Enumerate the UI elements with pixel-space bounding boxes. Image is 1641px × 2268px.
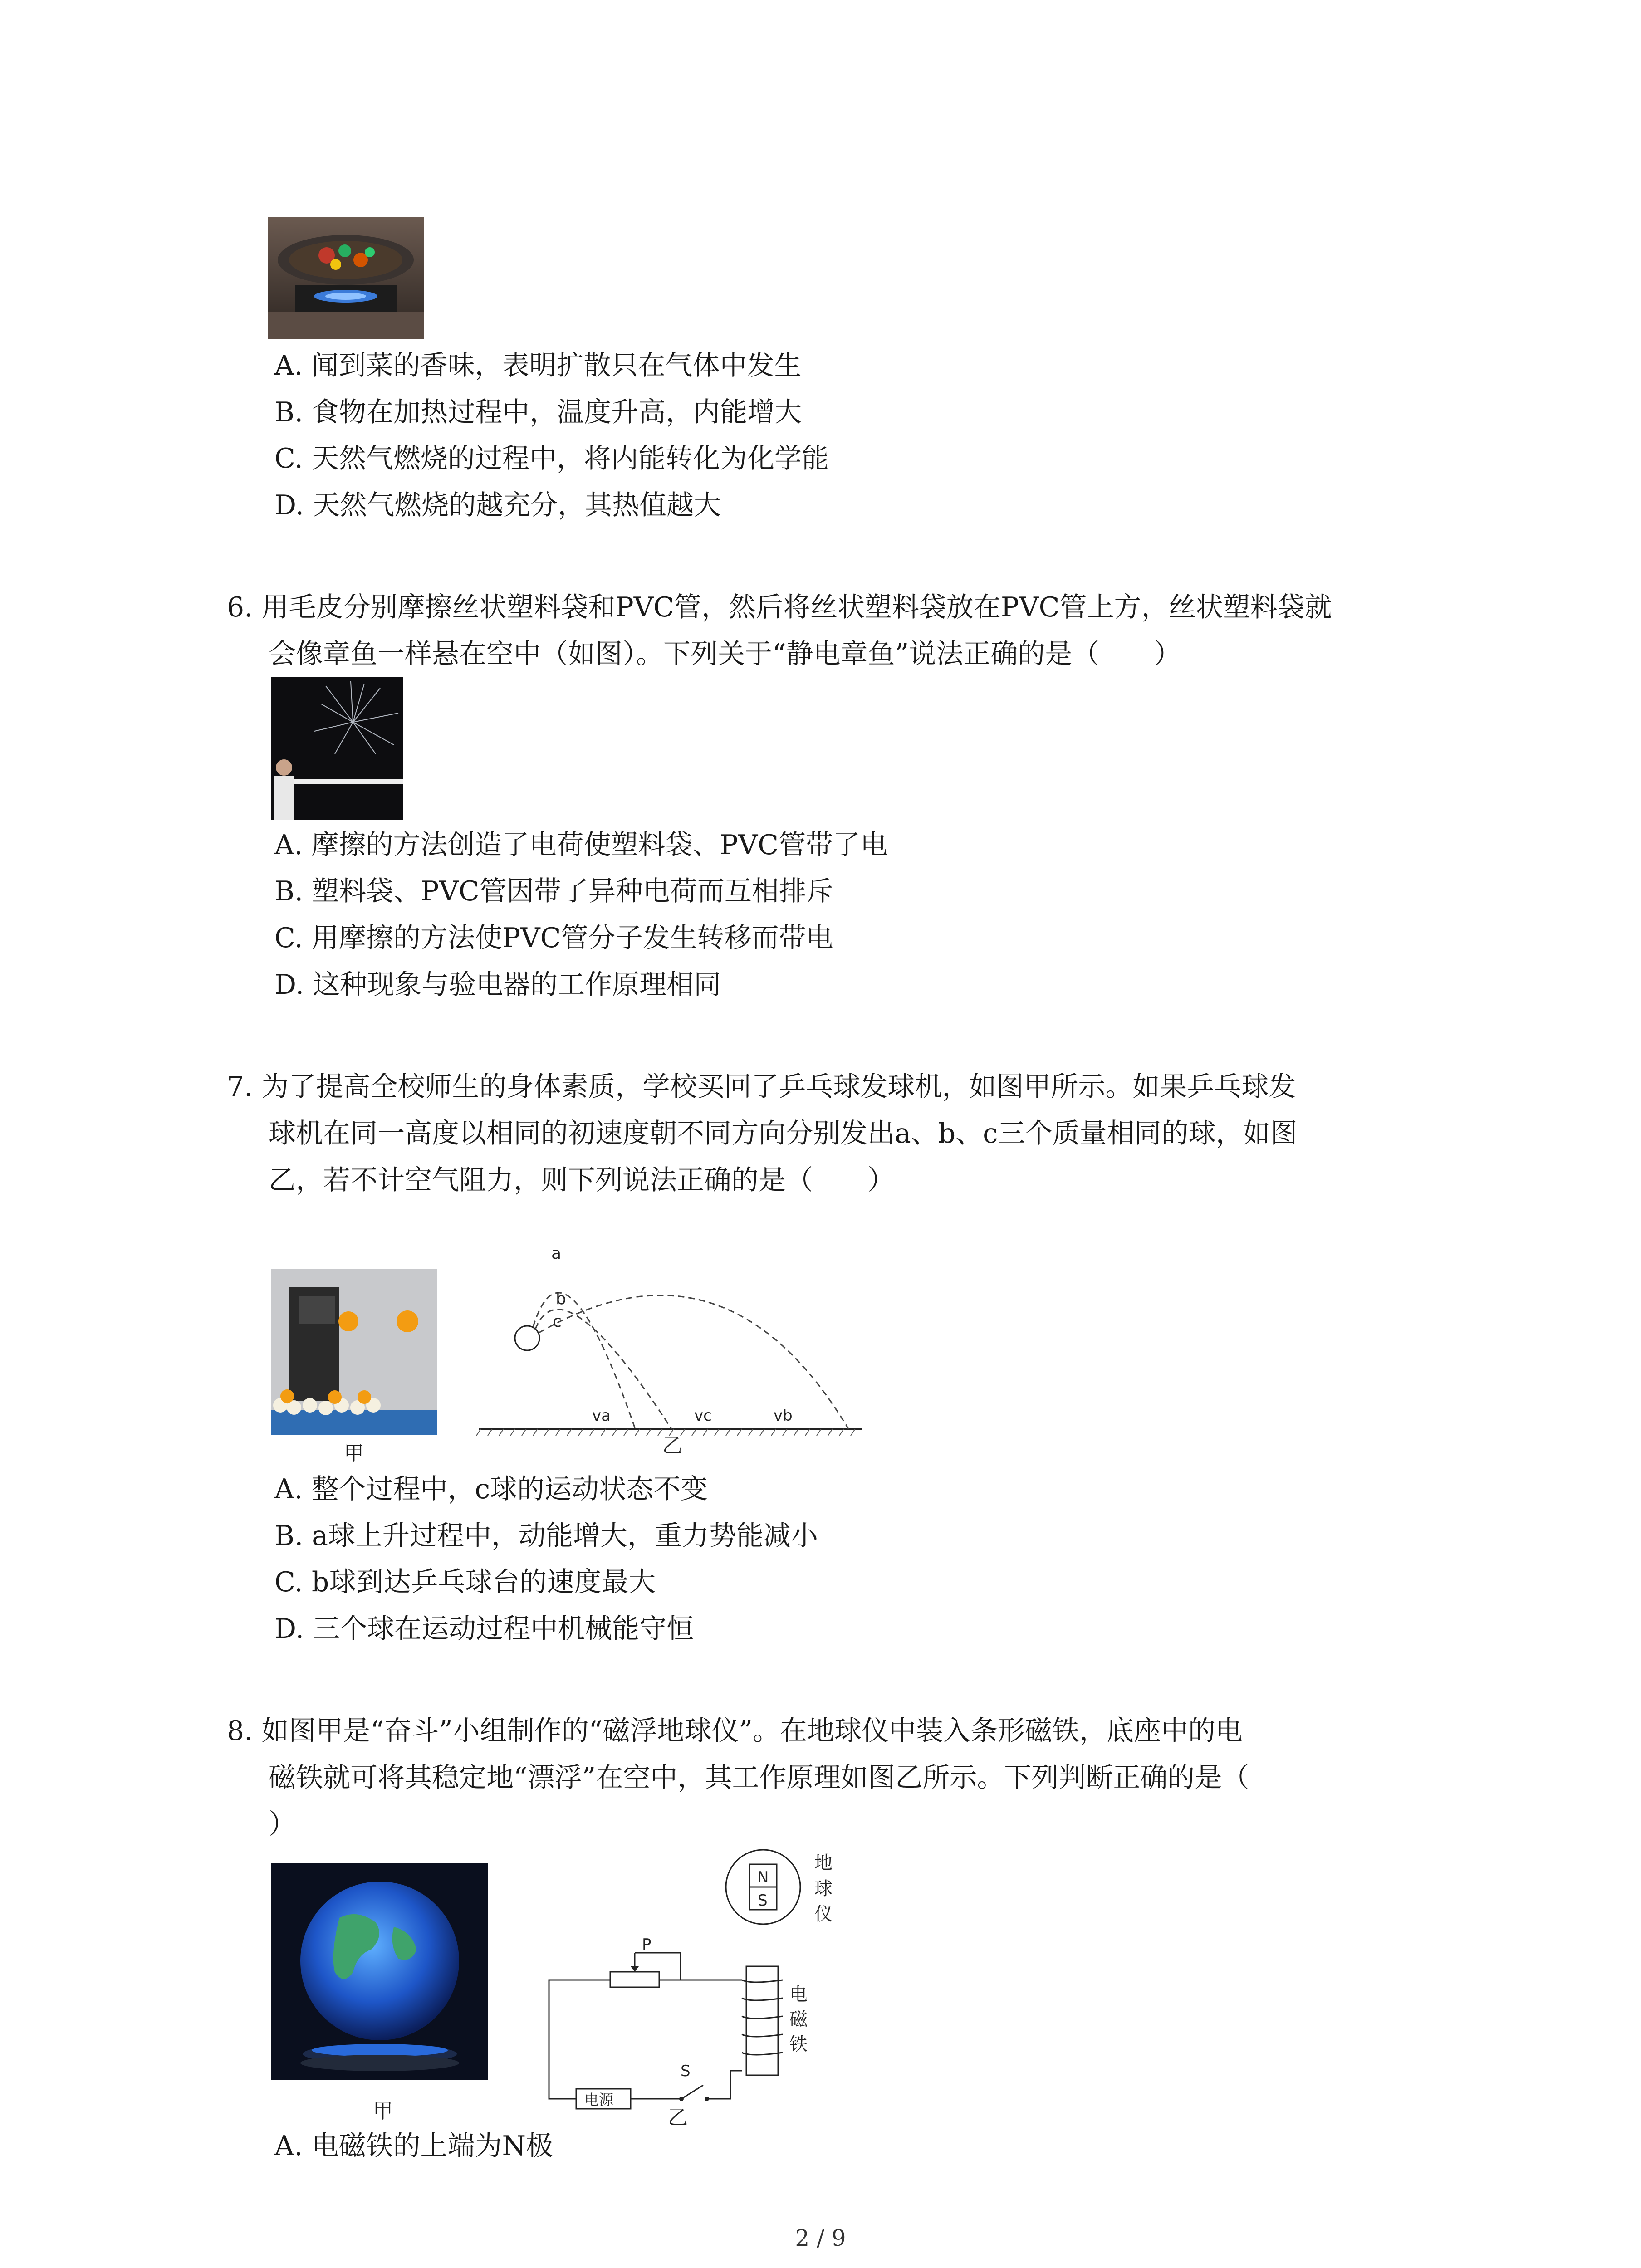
trajectory-diagram xyxy=(472,1243,867,1456)
q5-option-d: D. 天然气燃烧的越充分，其热值越大 xyxy=(274,489,721,521)
q7-stem-line2: 球机在同一高度以相同的初速度朝不同方向分别发出a、b、c三个质量相同的球，如图 xyxy=(269,1118,1298,1149)
q5-option-a: A. 闻到菜的香味，表明扩散只在气体中发生 xyxy=(274,350,802,381)
trajectory-label-a: a xyxy=(551,1244,562,1263)
q7-caption-jia: 甲 xyxy=(344,1442,364,1465)
q5-option-c: C. 天然气燃烧的过程中，将内能转化为化学能 xyxy=(274,443,829,474)
q6-option-c: C. 用摩擦的方法使PVC管分子发生转移而带电 xyxy=(274,922,833,954)
q8-caption-jia: 甲 xyxy=(373,2100,393,2123)
maglev-globe-image xyxy=(271,1863,488,2080)
q6-option-d: D. 这种现象与验电器的工作原理相同 xyxy=(274,969,721,1001)
q7-option-c: C. b球到达乒乓球台的速度最大 xyxy=(274,1566,656,1598)
q6-stem-line1: 6. 用毛皮分别摩擦丝状塑料袋和PVC管，然后将丝状塑料袋放在PVC管上方，丝状塑料袋就 xyxy=(227,591,1332,623)
velocity-label-va: va xyxy=(592,1407,611,1425)
q6-option-a: A. 摩擦的方法创造了电荷使塑料袋、PVC管带了电 xyxy=(274,829,888,861)
q7-caption-yi: 乙 xyxy=(662,1434,682,1456)
velocity-label-vc: vc xyxy=(694,1407,712,1425)
q7-option-d: D. 三个球在运动过程中机械能守恒 xyxy=(274,1613,694,1645)
q8-stem-line3: ） xyxy=(269,1809,296,1840)
wok-cooking-image xyxy=(268,217,424,339)
q7-stem-line3: 乙，若不计空气阻力，则下列说法正确的是（ ） xyxy=(269,1164,895,1196)
globe-label: 地球仪 xyxy=(814,1853,833,1925)
page-number: 2 / 9 xyxy=(795,2225,846,2251)
q8-stem-line1: 8. 如图甲是“奋斗”小组制作的“磁浮地球仪”。在地球仪中装入条形磁铁，底座中的电 xyxy=(227,1715,1243,1747)
q5-option-b: B. 食物在加热过程中，温度升高，内能增大 xyxy=(274,396,802,428)
q6-stem-line2: 会像章鱼一样悬在空中（如图）。下列关于“静电章鱼”说法正确的是（ ） xyxy=(269,638,1181,670)
power-source-label: 电源 xyxy=(584,2091,614,2108)
static-octopus-image xyxy=(271,677,403,820)
q7-stem-line1: 7. 为了提高全校师生的身体素质，学校买回了乒乓球发球机，如图甲所示。如果乒乓球发 xyxy=(227,1071,1296,1103)
trajectory-label-c: c xyxy=(553,1312,562,1331)
q7-option-a: A. 整个过程中，c球的运动状态不变 xyxy=(274,1473,708,1505)
q8-stem-line2: 磁铁就可将其稳定地“漂浮”在空中，其工作原理如图乙所示。下列判断正确的是（ xyxy=(269,1762,1249,1794)
q8-option-a: A. 电磁铁的上端为N极 xyxy=(274,2130,553,2162)
magnet-pole-n: N xyxy=(757,1868,769,1887)
electromagnet-label: 电磁铁 xyxy=(789,1984,808,2055)
maglev-circuit-diagram xyxy=(535,1844,862,2125)
switch-label-s: S xyxy=(681,2062,691,2080)
magnet-pole-s: S xyxy=(758,1892,768,1910)
slider-label-p: P xyxy=(642,1936,652,1954)
q8-caption-yi: 乙 xyxy=(668,2106,688,2125)
ping-pong-machine-image xyxy=(271,1269,437,1435)
trajectory-label-b: b xyxy=(556,1290,566,1308)
q7-option-b: B. a球上升过程中，动能增大，重力势能减小 xyxy=(274,1520,818,1552)
q6-option-b: B. 塑料袋、PVC管因带了异种电荷而互相排斥 xyxy=(274,875,833,907)
velocity-label-vb: vb xyxy=(774,1407,793,1425)
